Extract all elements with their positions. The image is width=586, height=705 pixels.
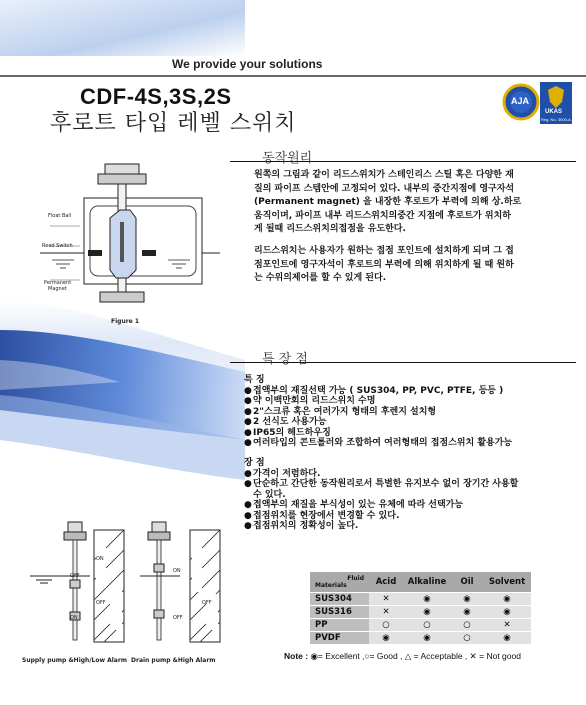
drain-off-lower: OFF — [173, 615, 183, 621]
float-ball-label: Float Ball — [48, 213, 72, 219]
note-label: Note : — [284, 651, 309, 661]
supply-on-bar: ON — [96, 556, 104, 562]
feature-item: ●2"스크류 혹은 여러가지 형태의 후렌지 설치형 — [244, 406, 437, 417]
supply-off-upper: OFF — [70, 573, 80, 579]
supply-on-lower: ON — [70, 615, 78, 621]
operation-line: 게 될때 리드스위치의접점을 유도한다. — [254, 224, 406, 234]
operation-line: 질의 파이프 스템안에 고정되어 있다. 내부의 중간지점에 영구자석 — [254, 183, 515, 194]
advantage-item: ●접점위치를 현장에서 변경할 수 있다. — [244, 510, 400, 521]
advantage-item: ●접점위치의 정확성이 높다. — [244, 521, 359, 531]
tagline: We provide your solutions — [172, 57, 323, 71]
features-list — [244, 375, 584, 449]
materials-header-row — [310, 572, 531, 593]
operation-heading: 동작원리 — [262, 151, 313, 166]
feature-item: ●접액부의 재질선택 가능 ( SUS304, PP, PVC, PTFE, 등등 ) — [244, 385, 504, 396]
feature-item: ●약 이백만회의 리드스위치 수명 — [244, 396, 376, 406]
advantage-item: ●가격이 저렴하다. — [244, 468, 321, 479]
operation-line: 는 수위의제어를 할 수 있게 된다. — [254, 273, 387, 283]
drain-on-upper: ON — [173, 568, 181, 574]
features-group-title: 특 징 — [244, 375, 265, 385]
table-row: PVDF ◉ ◉ ○ ◉ — [310, 632, 531, 645]
feature-item: ●여러타입의 콘트롤러와 조합하여 여러형태의 접점스위치 활용가능 — [244, 438, 513, 448]
feature-item: ●2 선식도 사용가능 — [244, 417, 327, 427]
supply-off-bar: OFF — [96, 600, 106, 606]
reed-switch-label: Reed Switch — [42, 243, 73, 249]
drain-pump-diagram — [140, 520, 240, 650]
supply-pump-diagram — [30, 520, 130, 650]
column-header: Oil — [451, 572, 483, 593]
figure-1-diagram — [40, 160, 220, 320]
supply-pump-caption: Supply pump &High/Low Alarm — [22, 657, 128, 664]
column-header: Solvent — [483, 572, 531, 593]
product-model-title: CDF-4S,3S,2S — [80, 84, 232, 109]
legend-note — [284, 651, 521, 662]
materials-table — [310, 571, 531, 644]
operation-line: (Permanent magnet) 을 내장한 후로트가 부력에 의해 상.하로 — [254, 197, 522, 207]
features-heading: 특 장 점 — [262, 352, 308, 367]
operation-line: 원쪽의 그림과 같이 리드스위치가 스테인리스 스틸 혹은 다양한 재 — [254, 170, 514, 180]
column-header: Alkaline — [403, 572, 451, 593]
table-row: SUS304 ✕ ◉ ◉ ◉ — [310, 593, 531, 606]
operation-line: 점포인트에 영구자석이 후로트의 부력에 의해 위치하게 될 때 원하 — [254, 259, 514, 270]
product-korean-title: 후로트 타입 레벨 스위치 — [50, 111, 297, 136]
table-corner: Fluid Materials — [310, 572, 369, 593]
advantage-item: 수 있다. — [253, 489, 286, 500]
certification-logos — [502, 78, 574, 128]
aja-logo-text: AJA — [511, 96, 530, 106]
figure-1-caption: Figure 1 — [111, 318, 140, 325]
magnet-label: Magnet — [48, 286, 67, 292]
drain-pump-caption: Drain pump &High Alarm — [131, 657, 216, 664]
operation-line: 움직이며, 파이프 내부 리드스위치의중간 지점에 후로트가 위치하 — [254, 210, 511, 221]
feature-item: ●IP65의 헤드하우징 — [244, 427, 331, 438]
table-row: SUS316 ✕ ◉ ◉ ◉ — [310, 606, 531, 619]
column-header: Acid — [369, 572, 403, 593]
advantages-group-title: 장 점 — [244, 458, 265, 468]
advantage-item: ●접액부의 재질을 부식성이 있는 유체에 따라 선택가능 — [244, 500, 464, 510]
table-row: PP ○ ○ ○ ✕ — [310, 619, 531, 632]
operation-paragraph-2 — [254, 245, 584, 286]
drain-off-bar: OFF — [202, 600, 212, 606]
operation-paragraph-1 — [254, 169, 584, 237]
reg-text: Reg. No. 3000-A — [541, 117, 571, 122]
permanent-label: Permanent — [44, 280, 72, 286]
ukas-text: UKAS — [545, 109, 563, 115]
note-text: ◉= Excellent ,○= Good , △ = Acceptable , ✕ = Not good — [310, 651, 521, 661]
advantages-list — [244, 458, 584, 532]
operation-line: 리드스위치는 사용자가 원하는 접점 포인트에 설치하게 되며 그 접 — [254, 246, 514, 256]
advantage-item: ●단순하고 간단한 동작원리로서 특별한 유지보수 없이 장기간 사용할 — [244, 479, 519, 489]
